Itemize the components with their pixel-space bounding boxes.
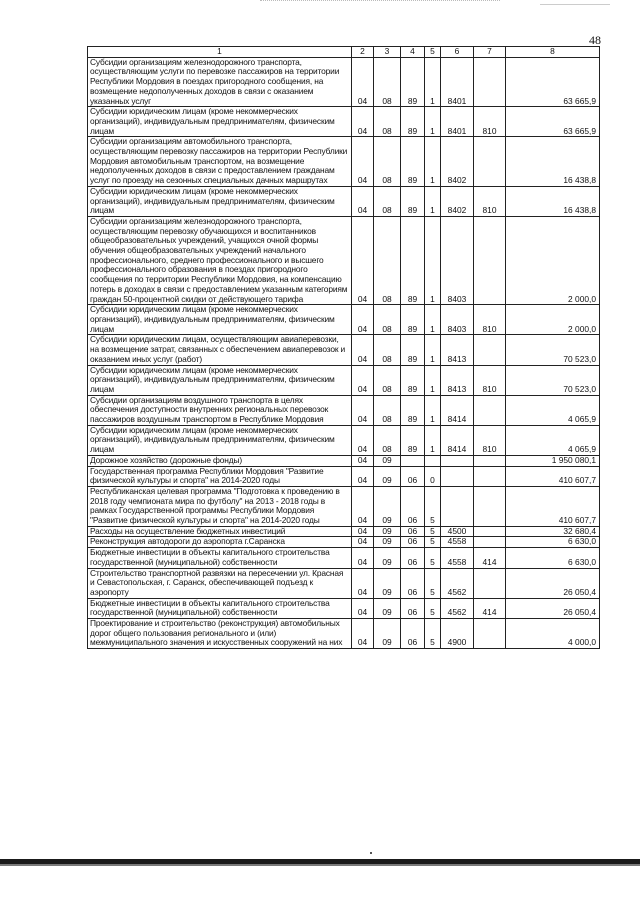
table-row [88,395,600,425]
amount: 63 665,9 [506,107,600,137]
expense-type-code [474,455,506,466]
target-code-2: 1 [425,305,441,335]
column-header: 1 [88,47,352,58]
subsection-code: 08 [374,107,401,137]
table-header-row [88,47,600,58]
target-code-3 [441,486,474,526]
scan-speck [370,852,372,854]
target-code-1: 89 [401,137,425,187]
subsection-code: 09 [374,568,401,598]
target-code-1: 89 [401,395,425,425]
amount: 410 607,7 [506,466,600,486]
row-name: Строительство транспортной развязки на пересечении ул. Красная и Севастопольская, г. Саранск, обеспечивающей подъезд к аэропорту [88,568,352,598]
row-name: Дорожное хозяйство (дорожные фонды) [88,455,352,466]
table-row [88,335,600,365]
amount: 26 050,4 [506,568,600,598]
column-header: 7 [474,47,506,58]
target-code-2: 5 [425,619,441,649]
target-code-3: 8403 [441,216,474,304]
table-row [88,107,600,137]
target-code-3: 8413 [441,365,474,395]
target-code-3: 8402 [441,137,474,187]
amount: 63 665,9 [506,57,600,107]
subsection-code: 09 [374,598,401,618]
target-code-3: 8413 [441,335,474,365]
target-code-2: 1 [425,425,441,455]
row-name: Субсидии организациям железнодорожного транспорта, осуществляющим услуги по перевозке пассажиров на территории Республики Мордовия в поездах пригородного сообщения, на возмещение недополученных доходов в связи с оказанием указанных услуг [88,57,352,107]
target-code-2: 5 [425,537,441,548]
target-code-3: 8402 [441,186,474,216]
column-header: 3 [374,47,401,58]
target-code-3: 8414 [441,425,474,455]
amount: 2 000,0 [506,216,600,304]
target-code-2 [425,455,441,466]
amount: 6 630,0 [506,548,600,568]
target-code-2: 5 [425,568,441,598]
target-code-1: 89 [401,107,425,137]
target-code-1: 89 [401,305,425,335]
subsection-code: 09 [374,537,401,548]
subsection-code: 08 [374,57,401,107]
amount: 6 630,0 [506,537,600,548]
row-name: Субсидии юридическим лицам, осуществляющим авиаперевозки, на возмещение затрат, связанных с обеспечением авиаперевозок и оказанием иных услуг (работ) [88,335,352,365]
amount: 70 523,0 [506,365,600,395]
expense-type-code [474,466,506,486]
target-code-3: 8401 [441,57,474,107]
expense-type-code: 810 [474,365,506,395]
table-row [88,186,600,216]
target-code-2: 5 [425,598,441,618]
target-code-1: 06 [401,598,425,618]
section-code: 04 [352,425,374,455]
amount: 1 950 080,1 [506,455,600,466]
subsection-code: 08 [374,335,401,365]
row-name: Бюджетные инвестиции в объекты капитального строительства государственной (муниципальной) собственности [88,548,352,568]
row-name: Субсидии юридическим лицам (кроме некоммерческих организаций), индивидуальным предпринимателям, физическим лицам [88,107,352,137]
target-code-3: 4900 [441,619,474,649]
expense-type-code: 810 [474,425,506,455]
target-code-2: 1 [425,107,441,137]
expense-type-code [474,395,506,425]
amount: 32 680,4 [506,526,600,537]
target-code-3: 8401 [441,107,474,137]
expense-type-code [474,216,506,304]
subsection-code: 08 [374,395,401,425]
target-code-2: 1 [425,137,441,187]
subsection-code: 08 [374,216,401,304]
section-code: 04 [352,57,374,107]
section-code: 04 [352,335,374,365]
target-code-1: 06 [401,486,425,526]
section-code: 04 [352,526,374,537]
subsection-code: 08 [374,365,401,395]
target-code-2: 5 [425,548,441,568]
expense-type-code [474,137,506,187]
section-code: 04 [352,455,374,466]
target-code-2: 1 [425,365,441,395]
table-row [88,425,600,455]
target-code-1 [401,455,425,466]
row-name: Субсидии юридическим лицам (кроме некоммерческих организаций), индивидуальным предпринимателям, физическим лицам [88,365,352,395]
scan-artifact-top-right [540,4,610,5]
section-code: 04 [352,365,374,395]
target-code-1: 06 [401,466,425,486]
row-name: Реконструкция автодороги до аэропорта г.Саранска [88,537,352,548]
row-name: Субсидии организациям автомобильного транспорта, осуществляющим перевозку пассажиров на территории Республики Мордовия автомобильным транспортом, на возмещение недополученных доходов в связи с предоставлением гражданам услуг по проезду на сезонных специальных дачных маршрутах [88,137,352,187]
expense-type-code [474,537,506,548]
budget-table [87,46,600,649]
table-row [88,365,600,395]
subsection-code: 09 [374,548,401,568]
amount: 410 607,7 [506,486,600,526]
amount: 2 000,0 [506,305,600,335]
amount: 70 523,0 [506,335,600,365]
target-code-3: 8414 [441,395,474,425]
target-code-3: 4558 [441,548,474,568]
table-row [88,305,600,335]
table-row [88,548,600,568]
target-code-2: 1 [425,57,441,107]
section-code: 04 [352,537,374,548]
target-code-1: 89 [401,216,425,304]
row-name: Проектирование и строительство (реконструкция) автомобильных дорог общего пользования регионального и (или) межмуниципального значения и искусственных сооружений на них [88,619,352,649]
subsection-code: 08 [374,305,401,335]
row-name: Субсидии организациям железнодорожного транспорта, осуществляющим перевозку обучающихся и воспитанников общеобразовательных учреждений, учащихся очной формы обучения общеобразовательных учреждений начального профессионального, среднего профессионального и высшего профессионального образования в поездах пригородного сообщения по территории Республики Мордовия, на компенсацию потерь в доходах в связи с предоставлением указанным категориям граждан 50-процентной скидки от действующего тарифа [88,216,352,304]
target-code-1: 89 [401,335,425,365]
table-row [88,455,600,466]
subsection-code: 09 [374,526,401,537]
section-code: 04 [352,137,374,187]
target-code-1: 89 [401,365,425,395]
section-code: 04 [352,466,374,486]
subsection-code: 08 [374,186,401,216]
target-code-2: 5 [425,486,441,526]
expense-type-code [474,335,506,365]
table-row [88,466,600,486]
target-code-1: 06 [401,548,425,568]
section-code: 04 [352,598,374,618]
table-row [88,57,600,107]
table-row [88,619,600,649]
target-code-1: 06 [401,619,425,649]
column-header: 8 [506,47,600,58]
section-code: 04 [352,486,374,526]
amount: 26 050,4 [506,598,600,618]
row-name: Субсидии юридическим лицам (кроме некоммерческих организаций), индивидуальным предпринимателям, физическим лицам [88,305,352,335]
table-row [88,216,600,304]
target-code-3: 8403 [441,305,474,335]
row-name: Государственная программа Республики Мордовия "Развитие физической культуры и спорта" на 2014-2020 годы [88,466,352,486]
target-code-1: 89 [401,57,425,107]
expense-type-code [474,486,506,526]
row-name: Субсидии организациям воздушного транспорта в целях обеспечения доступности внутренних региональных перевозок пассажиров воздушным транспортом в Республике Мордовия [88,395,352,425]
row-name: Расходы на осуществление бюджетных инвестиций [88,526,352,537]
amount: 16 438,8 [506,137,600,187]
target-code-3 [441,455,474,466]
amount: 16 438,8 [506,186,600,216]
section-code: 04 [352,568,374,598]
amount: 4 065,9 [506,395,600,425]
row-name: Субсидии юридическим лицам (кроме некоммерческих организаций), индивидуальным предпринимателям, физическим лицам [88,425,352,455]
expense-type-code: 414 [474,598,506,618]
target-code-1: 89 [401,425,425,455]
expense-type-code: 414 [474,548,506,568]
section-code: 04 [352,548,374,568]
subsection-code: 08 [374,137,401,187]
table-row [88,568,600,598]
column-header: 4 [401,47,425,58]
subsection-code: 09 [374,619,401,649]
section-code: 04 [352,305,374,335]
section-code: 04 [352,107,374,137]
expense-type-code [474,568,506,598]
target-code-1: 06 [401,526,425,537]
column-header: 5 [425,47,441,58]
target-code-3: 4562 [441,568,474,598]
table-row [88,137,600,187]
expense-type-code [474,619,506,649]
target-code-2: 1 [425,335,441,365]
subsection-code: 09 [374,466,401,486]
table-row [88,486,600,526]
expense-type-code [474,526,506,537]
table-row [88,598,600,618]
target-code-2: 5 [425,526,441,537]
target-code-2: 1 [425,216,441,304]
target-code-3: 4500 [441,526,474,537]
page-number: 48 [589,33,601,47]
table-row [88,537,600,548]
target-code-1: 06 [401,568,425,598]
column-header: 2 [352,47,374,58]
scan-artifact-top [260,0,500,3]
subsection-code: 09 [374,455,401,466]
column-header: 6 [441,47,474,58]
section-code: 04 [352,619,374,649]
section-code: 04 [352,216,374,304]
target-code-2: 0 [425,466,441,486]
row-name: Республиканская целевая программа "Подготовка к проведению в 2018 году чемпионата мира по футболу" на 2013 - 2018 годы в рамках Государственной программы Республики Мордовия "Развитие физической культуры и спорта" на 2014-2020 годы [88,486,352,526]
expense-type-code [474,57,506,107]
target-code-2: 1 [425,395,441,425]
target-code-3 [441,466,474,486]
section-code: 04 [352,186,374,216]
target-code-3: 4558 [441,537,474,548]
target-code-1: 89 [401,186,425,216]
expense-type-code: 810 [474,186,506,216]
amount: 4 065,9 [506,425,600,455]
expense-type-code: 810 [474,107,506,137]
target-code-2: 1 [425,186,441,216]
target-code-3: 4562 [441,598,474,618]
amount: 4 000,0 [506,619,600,649]
expense-type-code: 810 [474,305,506,335]
row-name: Субсидии юридическим лицам (кроме некоммерческих организаций), индивидуальным предпринимателям, физическим лицам [88,186,352,216]
subsection-code: 08 [374,425,401,455]
row-name: Бюджетные инвестиции в объекты капитального строительства государственной (муниципальной) собственности [88,598,352,618]
target-code-1: 06 [401,537,425,548]
section-code: 04 [352,395,374,425]
scan-edge-shadow [0,864,640,866]
table-row [88,526,600,537]
subsection-code: 09 [374,486,401,526]
